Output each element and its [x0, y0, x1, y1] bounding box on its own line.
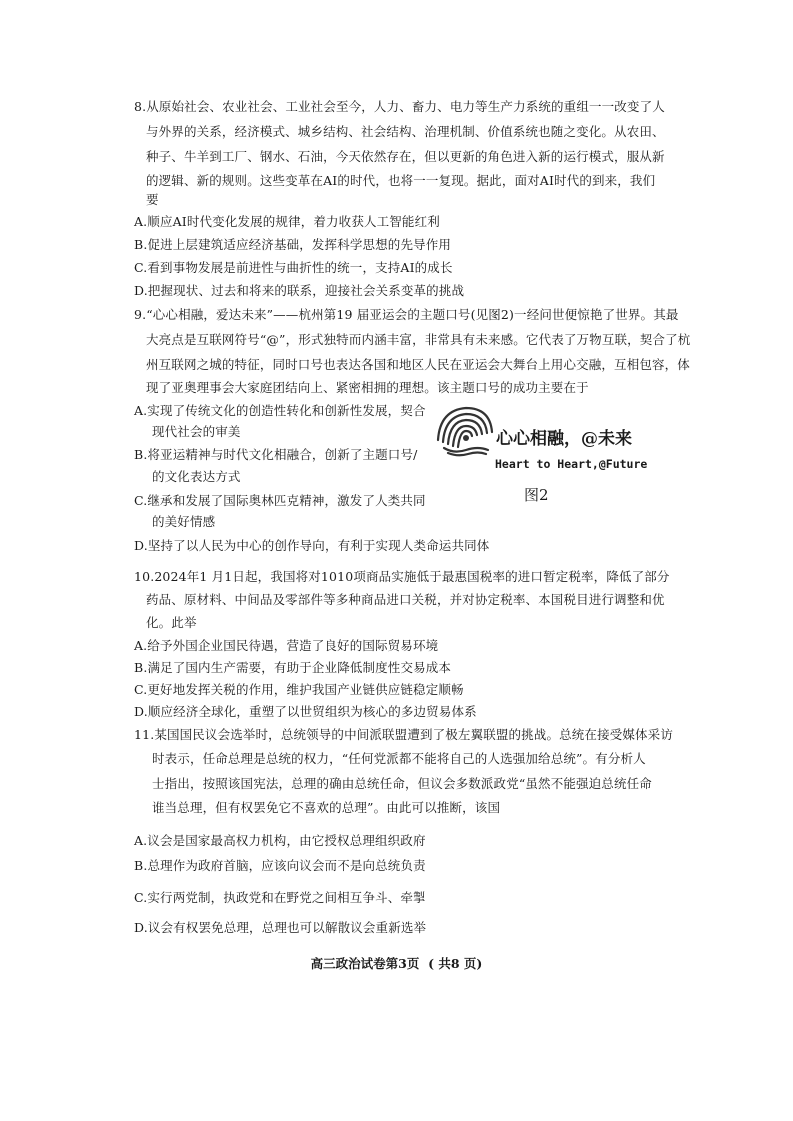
q10-option-a: A.给予外国企业国民待遇，营造了良好的国际贸易环境 — [134, 638, 439, 653]
q8-option-d: D.把握现状、过去和将来的联系，迎接社会关系变革的挑战 — [134, 283, 465, 298]
q10-option-b: B.满足了国内生产需要，有助于企业降低制度性交易成本 — [134, 660, 452, 675]
q10-option-d: D.顺应经济全球化，重塑了以世贸组织为核心的多边贸易体系 — [134, 704, 477, 719]
q9-option-a-cont: 现代社会的审美 — [152, 424, 241, 439]
figure-label: 图2 — [524, 486, 549, 504]
q8-stem-line: 的逻辑、新的规则。这些变革在AI的时代，也将一一复现。据此，面对AI时代的到来，我们 — [146, 173, 656, 188]
page-footer: 高三政治试卷第3页 ( 共8 页) — [310, 956, 483, 971]
q8-stem-line: 种子、牛羊到工厂、钢水、石油，今天依然存在，但以更新的角色进入新的运行模式，服从新 — [146, 149, 665, 164]
q8-stem-line: 8.从原始社会、农业社会、工业社会至今，人力、畜力、电力等生产力系统的重组一一改变了人 — [134, 99, 665, 114]
q9-stem-line: 大亮点是互联网符号“@”，形式独特而内涵丰富，非常具有未来感。它代表了万物互联，契合了杭 — [146, 332, 691, 347]
q10-stem-line: 化。此举 — [146, 615, 197, 630]
q9-stem-line: 9.“心心相融，爱达未来”——杭州第19 届亚运会的主题口号(见图2)一经问世便惊艳了世界。其最 — [134, 307, 679, 322]
q9-option-d: D.坚持了以人民为中心的创作导向，有利于实现人类命运共同体 — [134, 538, 490, 553]
q11-stem-line: 11.某国国民议会选举时，总统领导的中间派联盟遭到了极左翼联盟的挑战。总统在接受媒体采访 — [134, 727, 673, 742]
q9-stem-line: 现了亚奥理事会大家庭团结向上、紧密相拥的理想。该主题口号的成功主要在于 — [146, 380, 589, 395]
q10-stem-line: 药品、原材料、中间品及零部件等多种商品进口关税，并对协定税率、本国税目进行调整和优 — [146, 592, 665, 607]
q11-stem-line: 谁当总理，但有权罢免它不喜欢的总理”。由此可以推断，该国 — [152, 800, 501, 815]
q10-option-c: C.更好地发挥关税的作用，维护我国产业链供应链稳定顺畅 — [134, 682, 464, 697]
q8-stem-line: 要 — [146, 192, 159, 207]
q11-option-b: B.总理作为政府首脑，应该向议会而不是向总统负责 — [134, 858, 426, 873]
q8-option-b: B.促进上层建筑适应经济基础，发挥科学思想的先导作用 — [134, 237, 452, 252]
q9-option-b-cont: 的文化表达方式 — [152, 469, 241, 484]
q9-option-c-cont: 的美好情感 — [152, 514, 216, 529]
slogan-chinese: 心心相融，@未来 — [496, 429, 632, 449]
q8-option-a: A.顺应AI时代变化发展的规律，着力收获人工智能红利 — [134, 214, 440, 229]
q10-stem-line: 10.2024年1 月1日起，我国将对1010项商品实施低于最惠国税率的进口暂定税率，降低了部分 — [134, 569, 670, 584]
q9-option-c: C.继承和发展了国际奥林匹克精神，激发了人类共同 — [134, 493, 426, 508]
q9-stem-line: 州互联网之城的特征，同时口号也表达各国和地区人民在亚运会大舞台上用心交融，互相包容，体 — [146, 357, 690, 372]
q11-stem-line: 时表示，任命总理是总统的权力，“任何党派都不能将自己的人选强加给总统”。有分析人 — [152, 751, 646, 766]
q8-stem-line: 与外界的关系，经济模式、城乡结构、社会结构、治理机制、价值系统也随之变化。从农田、 — [146, 124, 665, 139]
q11-stem-line: 士指出，按照该国宪法，总理的确由总统任命，但议会多数派政党“虽然不能强迫总统任命 — [152, 776, 652, 791]
q8-option-c: C.看到事物发展是前进性与曲折性的统一，支持AI的成长 — [134, 260, 453, 275]
q11-option-a: A.议会是国家最高权力机构，由它授权总理组织政府 — [134, 833, 426, 848]
q9-option-b: B.将亚运精神与时代文化相融合，创新了主题口号/ — [134, 447, 418, 462]
q11-option-c: C.实行两党制，执政党和在野党之间相互争斗、牵掣 — [134, 890, 426, 905]
q9-option-a: A.实现了传统文化的创造性转化和创新性发展，契合 — [134, 403, 426, 418]
asian-games-logo-icon — [434, 400, 496, 462]
q11-option-d: D.议会有权罢免总理，总理也可以解散议会重新选举 — [134, 920, 427, 935]
slogan-english: Heart to Heart,@Future — [495, 457, 648, 471]
